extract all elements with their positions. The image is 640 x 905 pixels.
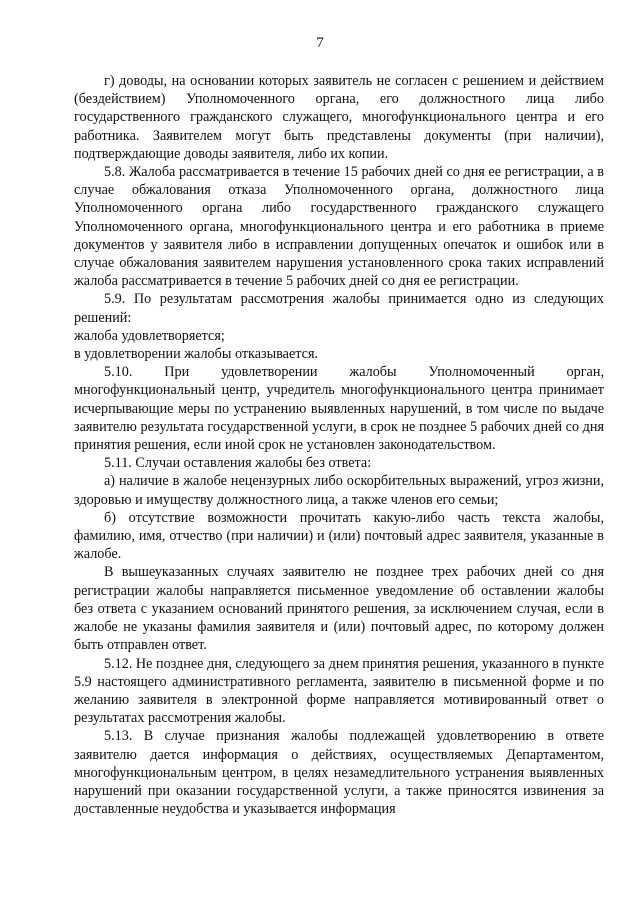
paragraph-decision-refuse: в удовлетворении жалобы отказывается. — [74, 346, 319, 363]
paragraph-5-10: 5.10. При удовлетворении жалобы Уполномоченный орган, многофункциональный центр, учредитель многофункционального центра принимает исчерпывающие меры по устранению выявленных нарушений, в том числе по выдаче заявителю результата государственной услуги, в срок не позднее 5 рабочих дней со дня принятия решения, если иной срок не установлен законодательством. — [74, 364, 604, 454]
paragraph-5-13: 5.13. В случае признания жалобы подлежащей удовлетворению в ответе заявителю дается информация о действиях, осуществляемых Департаментом, многофункциональным центром, в целях незамедлительного устранения выявленных нарушений при оказании государственной услуги, а также приносятся извинения за доставленные неудобства и указывается информация — [74, 728, 604, 818]
paragraph-5-11: 5.11. Случаи оставления жалобы без ответа: — [104, 455, 372, 472]
paragraph-5-11-a: а) наличие в жалобе нецензурных либо оскорбительных выражений, угроз жизни, здоровью и имуществу должностного лица, а также членов его семьи; — [74, 473, 604, 508]
paragraph-5-11-notice: В вышеуказанных случаях заявителю не позднее трех рабочих дней со дня регистрации жалобы направляется письменное уведомление об оставлении жалобы без ответа с указанием оснований принятого решения, за исключением случая, если в жалобе не указаны фамилия заявителя и (или) почтовый адрес, по которому должен быть отправлен ответ. — [74, 564, 604, 654]
paragraph-5-7-g: г) доводы, на основании которых заявитель не согласен с решением и действием (бездействием) Уполномоченного органа, его должностного лица либо государственного гражданского служащего, многофункционального центра и его работника. Заявителем могут быть представлены документы (при наличии), подтверждающие доводы заявителя, либо их копии. — [74, 73, 604, 162]
paragraph-5-9: 5.9. По результатам рассмотрения жалобы принимается одно из следующих решений: — [74, 291, 604, 326]
page-number: 7 — [316, 35, 324, 51]
paragraph-5-11-b: б) отсутствие возможности прочитать какую-либо часть текста жалобы, фамилию, имя, отчество (при наличии) и (или) почтовый адрес заявителя, указанные в жалобе. — [74, 509, 604, 563]
paragraph-decision-satisfy: жалоба удовлетворяется; — [74, 327, 225, 344]
paragraph-5-12: 5.12. Не позднее дня, следующего за днем принятия решения, указанного в пункте 5.9 настоящего административного регламента, заявителю в письменной форме и по желанию заявителя в электронной форме направляется мотивированный ответ о результатах рассмотрения жалобы. — [74, 655, 604, 727]
paragraph-5-8: 5.8. Жалоба рассматривается в течение 15 рабочих дней со дня ее регистрации, а в случае обжалования отказа Уполномоченного органа, должностного лица Уполномоченного органа либо государственного гражданского служащего Уполномоченного органа, многофункционального центра и его работника в приеме документов у заявителя либо в исправлении допущенных опечаток и ошибок или в случае обжалования заявителем нарушения установленного срока таких исправлений жалоба рассматривается в течение 5 рабочих дней со дня ее регистрации. — [74, 164, 604, 290]
document-body — [74, 72, 604, 818]
